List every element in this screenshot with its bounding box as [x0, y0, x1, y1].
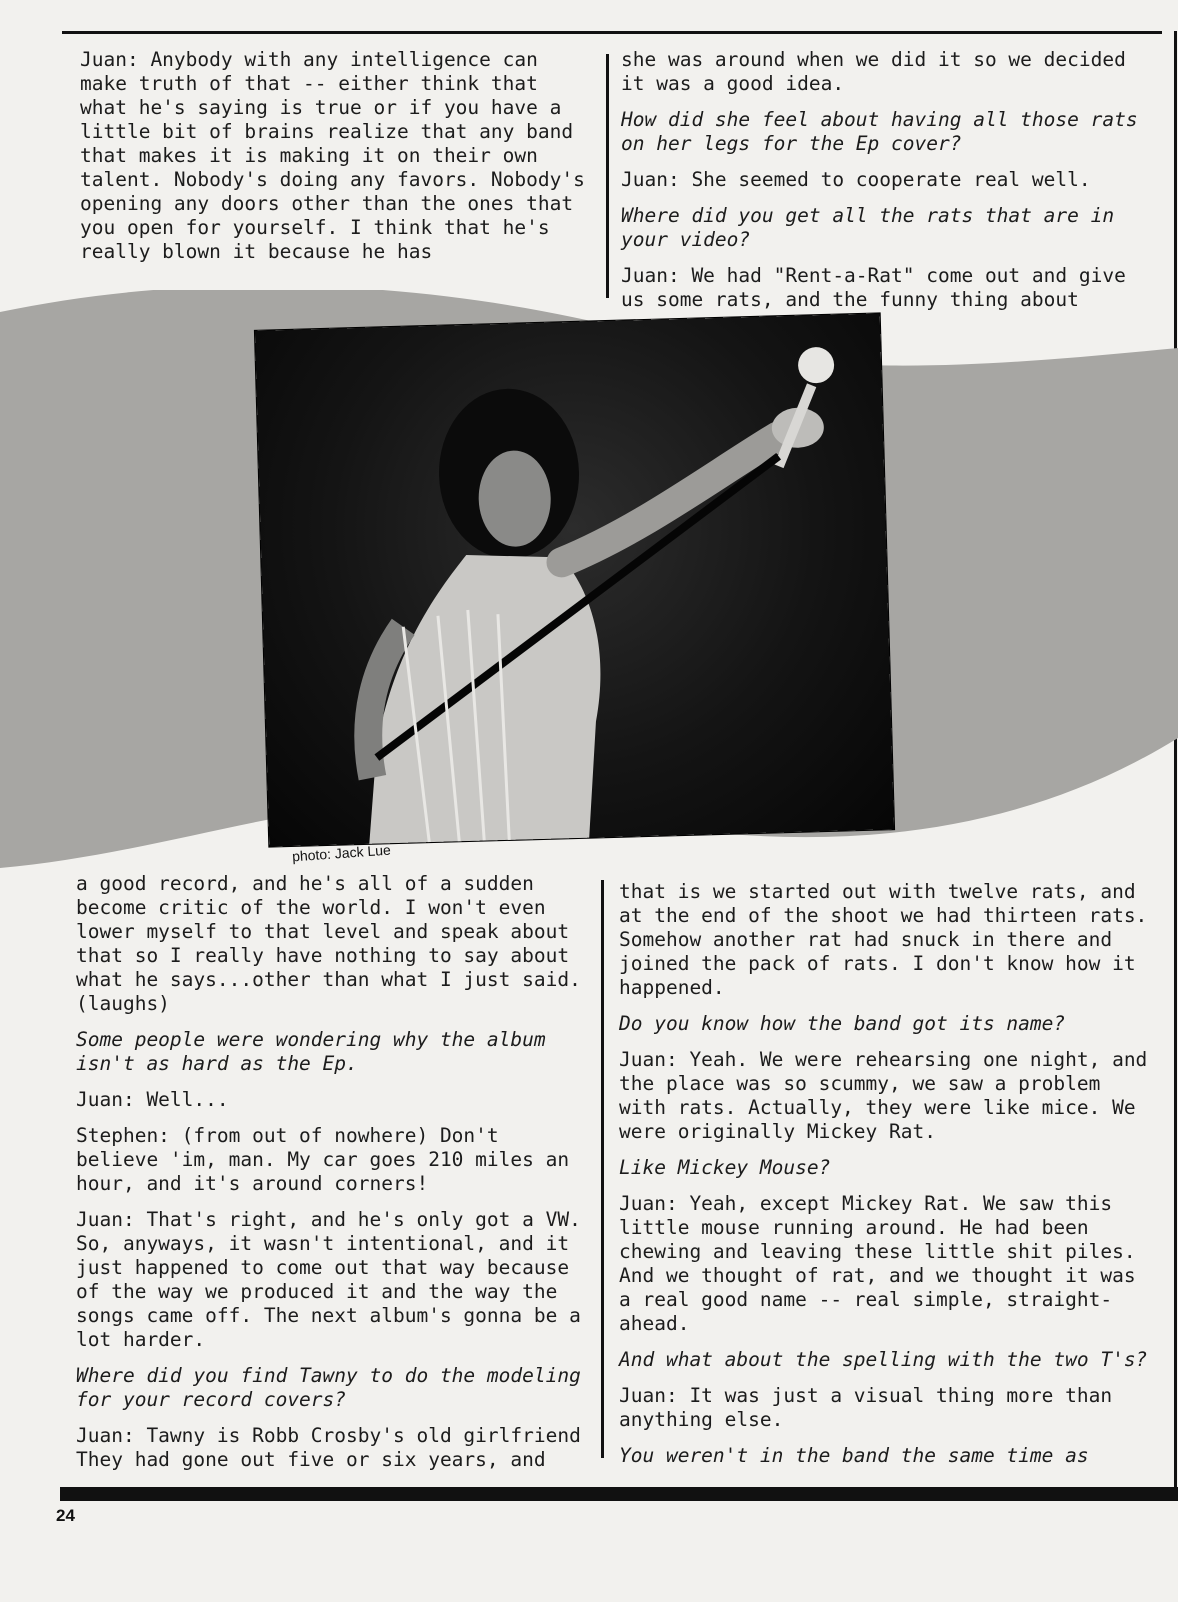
interview-answer: Stephen: (from out of nowhere) Don't believe 'im, man. My car goes 210 miles an hour, and it's around corners!: [76, 1124, 570, 1195]
interview-question: Like Mickey Mouse?: [619, 1156, 831, 1179]
interview-answer: Juan: Well...: [76, 1088, 229, 1111]
interview-answer: that is we started out with twelve rats, and at the end of the shoot we had thirteen rats. Somehow another rat had snuck in there and joined the pack of rats. I don't know how it happened.: [619, 880, 1148, 999]
column-separator-top: [606, 54, 609, 298]
interview-answer: Juan: Yeah. We were rehearsing one night, and the place was so scummy, we saw a problem with rats. Actually, they were like mice. We were originally Mickey Rat.: [619, 1048, 1148, 1143]
concert-photo: [255, 313, 894, 846]
interview-answer: Juan: It was just a visual thing more than anything else.: [619, 1384, 1113, 1431]
top-rule: [62, 31, 1162, 34]
bottom-rule: [60, 1487, 1178, 1501]
column-1-top: [80, 48, 585, 276]
interview-answer: Juan: Tawny is Robb Crosby's old girlfriend They had gone out five or six years, and: [76, 1424, 581, 1471]
column-2-bottom: [619, 880, 1159, 1480]
interview-answer: Juan: Anybody with any intelligence can make truth of that -- either think that what he's saying is true or if you have a little bit of brains realize that any band that makes it is making it on their own talent. Nobody's doing any favors. Nobody's opening any doors other than the ones that you open for yourself. I think that he's really blown it because he has: [80, 48, 585, 263]
interview-question: How did she feel about having all those rats on her legs for the Ep cover?: [621, 108, 1138, 155]
interview-question: Do you know how the band got its name?: [619, 1012, 1066, 1035]
interview-answer: Juan: We had "Rent-a-Rat" come out and give us some rats, and the funny thing about: [621, 264, 1126, 311]
interview-answer: a good record, and he's all of a sudden become critic of the world. I won't even lower myself to that level and speak about that so I really have nothing to say about what he says...other than what I just said. (laughs): [76, 872, 581, 1015]
interview-answer: Juan: That's right, and he's only got a VW. So, anyways, it wasn't intentional, and it just happened to come out that way because of the way we produced it and the way the songs came off. The next album's gonna be a lot harder.: [76, 1208, 581, 1351]
interview-question: Some people were wondering why the album isn't as hard as the Ep.: [76, 1028, 546, 1075]
interview-answer: she was around when we did it so we decided it was a good idea.: [621, 48, 1126, 95]
photo-credit: photo: Jack Lue: [291, 841, 392, 865]
interview-question: Where did you find Tawny to do the modeling for your record covers?: [76, 1364, 581, 1411]
interview-question: Where did you get all the rats that are in your video?: [621, 204, 1115, 251]
interview-question: You weren't in the band the same time as: [619, 1444, 1089, 1467]
column-2-top: [621, 48, 1141, 324]
interview-answer: Juan: She seemed to cooperate real well.: [621, 168, 1091, 191]
page-number: 24: [56, 1506, 75, 1525]
column-separator-bottom: [601, 880, 604, 1458]
column-1-bottom: [76, 872, 588, 1484]
interview-question: And what about the spelling with the two T's?: [619, 1348, 1148, 1371]
interview-answer: Juan: Yeah, except Mickey Rat. We saw this little mouse running around. He had been chewing and leaving these little shit piles. And we thought of rat, and we thought it was a real good name -- real simple, straight-ahead.: [619, 1192, 1136, 1335]
